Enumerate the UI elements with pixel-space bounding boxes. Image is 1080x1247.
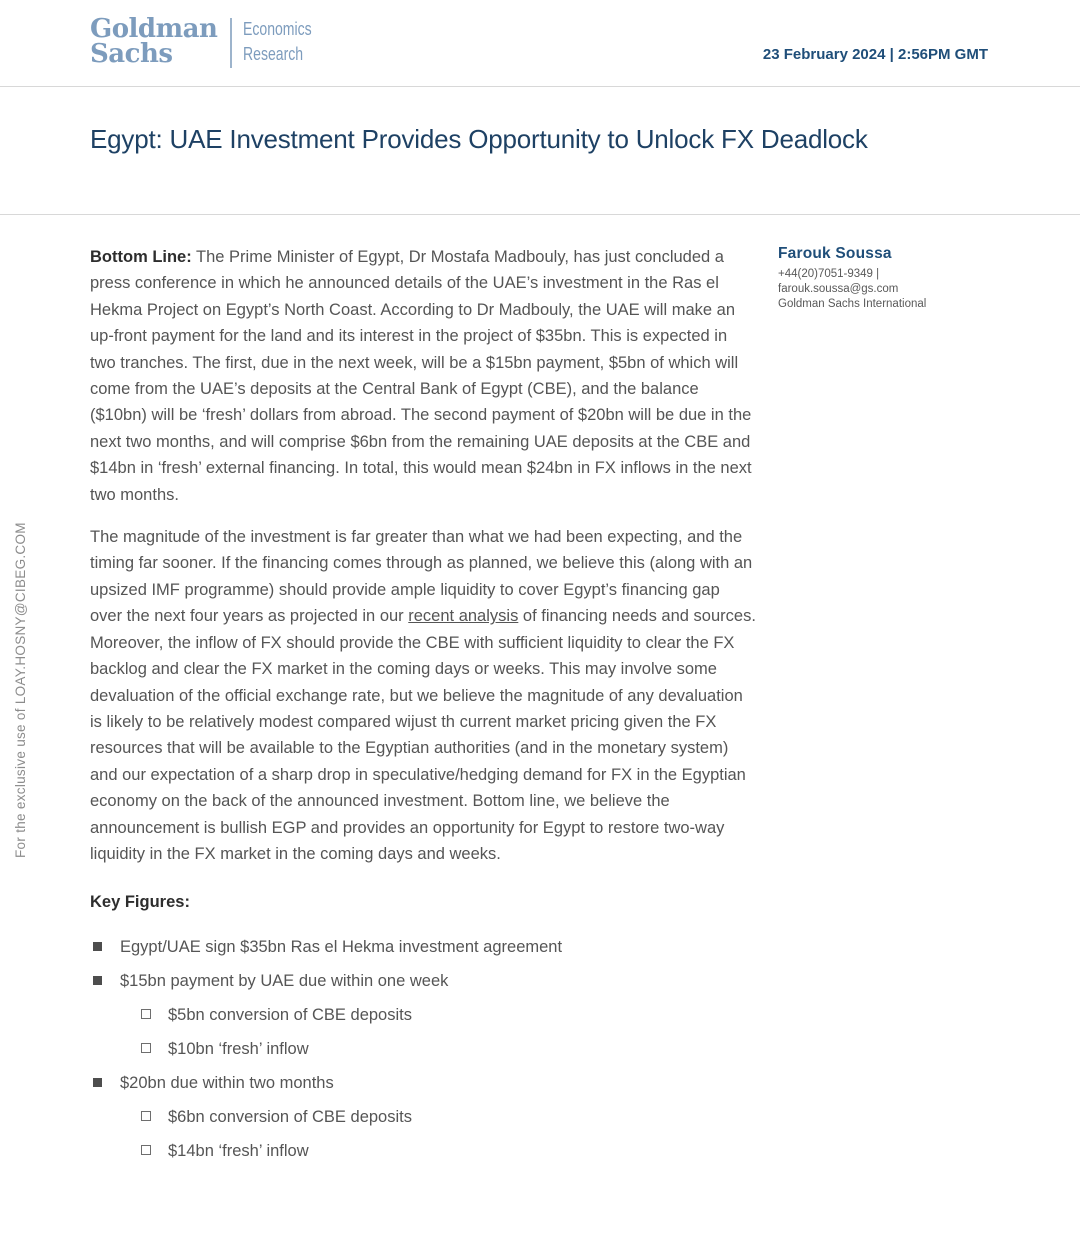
list-item-text: Egypt/UAE sign $35bn Ras el Hekma investment agreement	[120, 938, 563, 957]
bullet-square-outline-icon	[141, 1145, 151, 1155]
list-subitem	[138, 1141, 756, 1161]
publication-datetime: 23 February 2024 | 2:56PM GMT	[762, 46, 988, 63]
analysis-text-before-link: The magnitude of the investment is far greater than what we had been expecting, and the timing far sooner. If the financing comes through as planned, we believe this (along with an upsized IMF programme) should provide ample liquidity to cover Egypt’s financing gap over the next four years as projected in our	[90, 528, 753, 626]
list-item-text: $14bn ‘fresh’ inflow	[168, 1142, 309, 1161]
key-figures-list	[90, 937, 756, 1161]
main-column	[90, 244, 756, 1175]
bullet-square-outline-icon	[141, 1111, 151, 1121]
analysis-text-after-link: of financing needs and sources. Moreover, the inflow of FX should provide the CBE with sufficient liquidity to clear the FX backlog and clear the FX market in the coming days or weeks. This may involve some devaluation of the official exchange rate, but we believe the magnitude of any devaluation is likely to be relatively modest compared wijust th current market pricing given the FX resources that will be available to the Egyptian authorities (and in the monetary system) and our expectation of a sharp drop in speculative/hedging demand for FX in the Egyptian economy on the back of the announced investment. Bottom line, we believe the announcement is bullish EGP and provides an opportunity for Egypt to restore two-way liquidity in the FX market in the coming days and weeks.	[90, 607, 756, 863]
goldman-sachs-logo	[90, 14, 331, 69]
author-phone: +44(20)7051-9349 |	[778, 268, 880, 280]
bullet-square-outline-icon	[141, 1043, 151, 1053]
title-band	[0, 87, 1080, 215]
page-title: Egypt: UAE Investment Provides Opportunity to Unlock FX Deadlock	[90, 124, 868, 154]
list-item-text: $10bn ‘fresh’ inflow	[168, 1040, 309, 1059]
list-item-text: $6bn conversion of CBE deposits	[168, 1108, 412, 1127]
list-subitem	[138, 1005, 756, 1025]
bottom-line-text: The Prime Minister of Egypt, Dr Mostafa Madbouly, has just concluded a press conference in which he announced details of the UAE’s investment in the Ras el Hekma Project on Egypt’s North Coast. According to Dr Madbouly, the UAE will make an up-front payment for the land and its interest in the project of $35bn. This is expected in two tranches. The first, due in the next week, will be a $15bn payment, $5bn of which will come from the UAE’s deposits at the Central Bank of Egypt (CBE), and the balance ($10bn) will be ‘fresh’ dollars from abroad. The second payment of $20bn will be due in the next two months, and will comprise $6bn from the remaining UAE deposits at the CBE and $14bn in ‘fresh’ external financing. In total, this would mean $24bn in FX inflows in the next two months.	[90, 248, 752, 504]
bullet-square-icon	[93, 942, 102, 951]
report-body	[0, 215, 1080, 1175]
author-email[interactable]: farouk.soussa@gs.com	[778, 283, 899, 295]
bullet-square-outline-icon	[141, 1009, 151, 1019]
recent-analysis-link[interactable]: recent analysis	[408, 607, 519, 626]
division-line-research: Research	[243, 44, 304, 64]
exclusive-use-watermark: For the exclusive use of LOAY.HOSNY@CIBEG.COM	[13, 522, 28, 858]
list-subitem	[138, 1107, 756, 1127]
bottom-line-label: Bottom Line:	[90, 248, 192, 266]
report-header	[0, 0, 1080, 87]
division-label	[243, 17, 312, 67]
division-line-economics: Economics	[243, 19, 313, 39]
author-name: Farouk Soussa	[778, 245, 892, 262]
analysis-paragraph	[90, 524, 756, 867]
list-item	[90, 971, 756, 991]
author-organization: Goldman Sachs International	[778, 298, 927, 310]
author-column	[778, 244, 990, 1175]
key-figures-heading: Key Figures:	[90, 893, 190, 912]
bullet-square-icon	[93, 976, 102, 985]
list-item-text: $15bn payment by UAE due within one week	[120, 972, 449, 991]
logo-divider-bar	[230, 18, 232, 68]
logo-word-goldman: Goldman	[90, 14, 218, 44]
bullet-square-icon	[93, 1078, 102, 1087]
list-item	[90, 937, 756, 957]
list-item	[90, 1073, 756, 1093]
logo-wordmark	[90, 14, 218, 69]
list-item-text: $20bn due within two months	[120, 1074, 334, 1093]
list-item-text: $5bn conversion of CBE deposits	[168, 1006, 412, 1025]
list-subitem	[138, 1039, 756, 1059]
bottom-line-paragraph	[90, 244, 756, 508]
logo-word-sachs: Sachs	[90, 39, 173, 69]
